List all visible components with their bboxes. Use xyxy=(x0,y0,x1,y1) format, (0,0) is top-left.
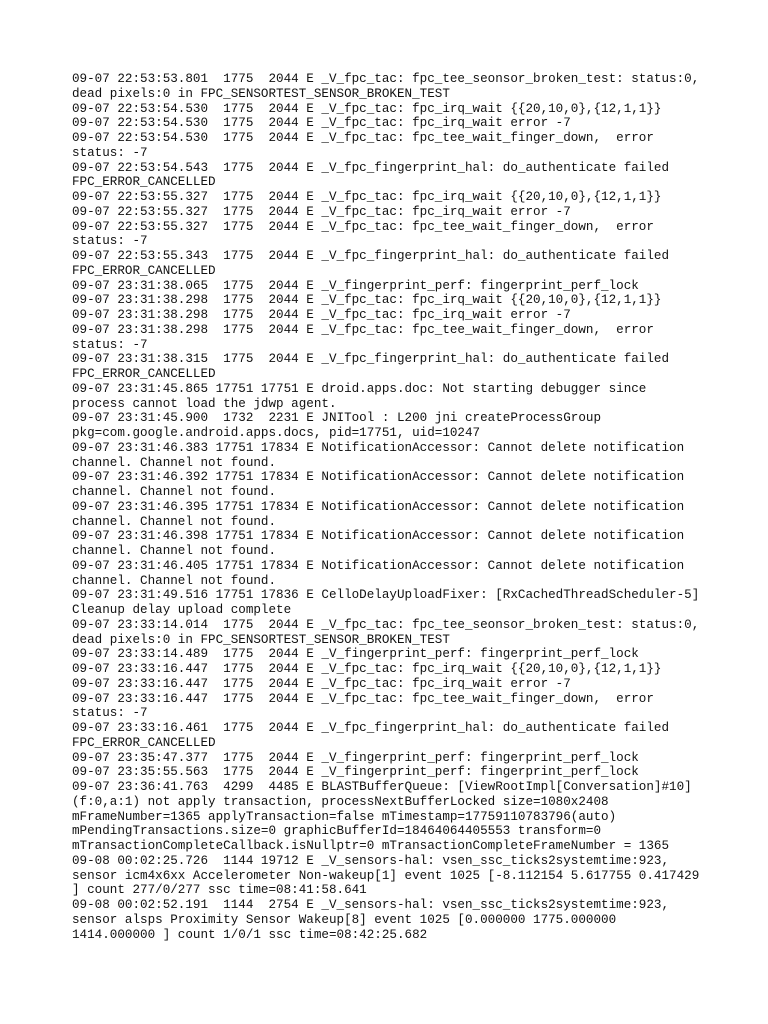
log-line: FPC_ERROR_CANCELLED xyxy=(72,735,216,750)
log-line: 1414.000000 ] count 1/0/1 ssc time=08:42:25.682 xyxy=(72,927,428,942)
log-line: 09-07 23:35:55.563 1775 2044 E _V_fingerprint_perf: fingerprint_perf_lock xyxy=(72,765,639,780)
log-line: 09-07 22:53:55.327 1775 2044 E _V_fpc_tac: fpc_tee_wait_finger_down, error xyxy=(72,219,654,234)
log-line: 09-07 22:53:54.543 1775 2044 E _V_fpc_fingerprint_hal: do_authenticate failed xyxy=(72,160,670,175)
log-line: 09-07 23:31:45.865 17751 17751 E droid.apps.doc: Not starting debugger since xyxy=(72,381,647,396)
log-line: 09-07 23:31:46.392 17751 17834 E NotificationAccessor: Cannot delete notification xyxy=(72,470,685,485)
log-line: sensor alsps Proximity Sensor Wakeup[8] event 1025 [0.000000 1775.000000 xyxy=(72,912,617,927)
log-line: 09-07 22:53:55.343 1775 2044 E _V_fpc_fingerprint_hal: do_authenticate failed xyxy=(72,249,670,263)
log-line: 09-07 23:31:38.065 1775 2044 E _V_fingerprint_perf: fingerprint_perf_lock xyxy=(72,278,639,293)
log-line: FPC_ERROR_CANCELLED xyxy=(72,367,216,381)
log-line: 09-08 00:02:52.191 1144 2754 E _V_sensors-hal: vsen_ssc_ticks2systemtime:923, xyxy=(72,898,670,912)
log-line: Cleanup delay upload complete xyxy=(72,603,292,617)
log-line: dead pixels:0 in FPC_SENSORTEST_SENSOR_BROKEN_TEST xyxy=(72,86,450,101)
log-line: 09-07 23:31:46.383 17751 17834 E NotificationAccessor: Cannot delete notification xyxy=(72,440,685,455)
log-line: mTransactionCompleteCallback.isNullptr=0 mTransactionCompleteFrameNumber = 1365 xyxy=(72,839,670,853)
log-line: 09-07 22:53:54.530 1775 2044 E _V_fpc_tac: fpc_tee_wait_finger_down, error xyxy=(72,131,654,145)
log-line: dead pixels:0 in FPC_SENSORTEST_SENSOR_BROKEN_TEST xyxy=(72,632,450,647)
log-line: 09-07 23:31:38.298 1775 2044 E _V_fpc_tac: fpc_irq_wait {{20,10,0},{12,1,1}} xyxy=(72,293,662,308)
log-line: 09-07 23:35:47.377 1775 2044 E _V_fingerprint_perf: fingerprint_perf_lock xyxy=(72,750,639,765)
log-line: 09-07 22:53:54.530 1775 2044 E _V_fpc_tac: fpc_irq_wait {{20,10,0},{12,1,1}} xyxy=(72,101,662,116)
log-line: sensor icm4x6xx Accelerometer Non-wakeup[1] event 1025 [-8.112154 5.617755 0.417429 xyxy=(72,868,700,883)
log-line: status: -7 xyxy=(72,145,148,160)
log-line: 09-07 23:33:16.447 1775 2044 E _V_fpc_tac: fpc_tee_wait_finger_down, error xyxy=(72,691,654,706)
log-line: 09-07 22:53:53.801 1775 2044 E _V_fpc_tac: fpc_tee_seonsor_broken_test: status:0, xyxy=(72,72,700,86)
log-line: status: -7 xyxy=(72,337,148,352)
log-text-block xyxy=(72,72,712,942)
log-line: 09-07 23:31:38.315 1775 2044 E _V_fpc_fingerprint_hal: do_authenticate failed xyxy=(72,352,670,367)
log-line: 09-07 23:33:14.014 1775 2044 E _V_fpc_tac: fpc_tee_seonsor_broken_test: status:0, xyxy=(72,617,700,632)
log-line: channel. Channel not found. xyxy=(72,544,277,558)
log-line: 09-07 23:33:14.489 1775 2044 E _V_fingerprint_perf: fingerprint_perf_lock xyxy=(72,647,639,662)
log-line: (f:0,a:1) not apply transaction, processNextBufferLocked size=1080x2408 xyxy=(72,794,609,809)
log-line: ] count 277/0/277 ssc time=08:41:58.641 xyxy=(72,883,367,898)
log-line: 09-07 23:31:46.398 17751 17834 E NotificationAccessor: Cannot delete notification xyxy=(72,529,685,544)
log-line: FPC_ERROR_CANCELLED xyxy=(72,263,216,278)
log-line: 09-07 22:53:55.327 1775 2044 E _V_fpc_tac: fpc_irq_wait {{20,10,0},{12,1,1}} xyxy=(72,190,662,204)
log-line: 09-07 23:31:38.298 1775 2044 E _V_fpc_tac: fpc_tee_wait_finger_down, error xyxy=(72,322,654,337)
log-line: pkg=com.google.android.apps.docs, pid=17751, uid=10247 xyxy=(72,426,481,440)
log-line: mPendingTransactions.size=0 graphicBufferId=18464064405553 transform=0 xyxy=(72,824,602,839)
log-line: mFrameNumber=1365 applyTransaction=false mTimestamp=17759110783796(auto) xyxy=(72,809,617,824)
log-line: 09-07 23:36:41.763 4299 4485 E BLASTBufferQueue: [ViewRootImpl[Conversation]#10] xyxy=(72,780,692,794)
log-line: 09-07 23:33:16.447 1775 2044 E _V_fpc_tac: fpc_irq_wait {{20,10,0},{12,1,1}} xyxy=(72,662,662,676)
log-line: 09-07 23:31:49.516 17751 17836 E CelloDelayUploadFixer: [RxCachedThreadScheduler-5] xyxy=(72,588,700,603)
log-line: 09-07 23:31:45.900 1732 2231 E JNITool : L200 jni createProcessGroup xyxy=(72,411,602,426)
log-line: 09-07 23:33:16.461 1775 2044 E _V_fpc_fingerprint_hal: do_authenticate failed xyxy=(72,721,670,735)
log-line: FPC_ERROR_CANCELLED xyxy=(72,175,216,190)
log-line: process cannot load the jdwp agent. xyxy=(72,396,337,411)
log-line: 09-07 23:31:38.298 1775 2044 E _V_fpc_tac: fpc_irq_wait error -7 xyxy=(72,308,571,322)
log-line: channel. Channel not found. xyxy=(72,573,277,588)
log-line: channel. Channel not found. xyxy=(72,485,277,499)
log-line: 09-08 00:02:25.726 1144 19712 E _V_sensors-hal: vsen_ssc_ticks2systemtime:923, xyxy=(72,853,670,868)
log-line: channel. Channel not found. xyxy=(72,455,277,470)
log-line: status: -7 xyxy=(72,234,148,249)
log-line: 09-07 23:31:46.395 17751 17834 E NotificationAccessor: Cannot delete notification xyxy=(72,499,685,514)
log-line: 09-07 22:53:54.530 1775 2044 E _V_fpc_tac: fpc_irq_wait error -7 xyxy=(72,116,571,131)
log-line: 09-07 23:33:16.447 1775 2044 E _V_fpc_tac: fpc_irq_wait error -7 xyxy=(72,676,571,691)
log-line: 09-07 23:31:46.405 17751 17834 E NotificationAccessor: Cannot delete notification xyxy=(72,558,685,573)
log-line: 09-07 22:53:55.327 1775 2044 E _V_fpc_tac: fpc_irq_wait error -7 xyxy=(72,204,571,219)
log-line: status: -7 xyxy=(72,706,148,721)
log-line: channel. Channel not found. xyxy=(72,514,277,529)
